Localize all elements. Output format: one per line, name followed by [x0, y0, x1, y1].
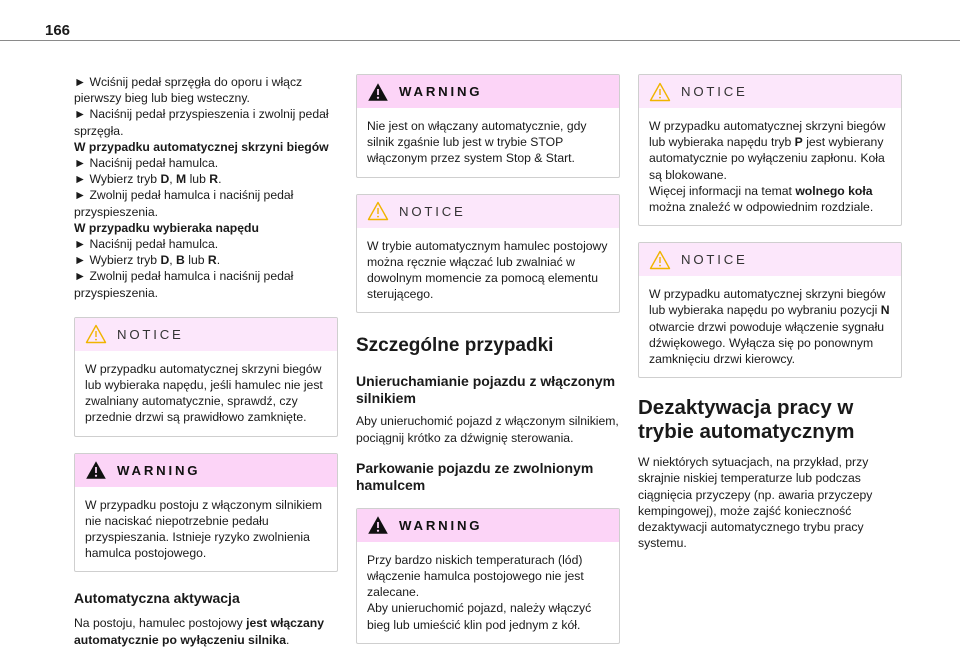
- left-column: [74, 74, 338, 648]
- notice-title: NOTICE: [399, 203, 466, 219]
- warning-header: [357, 75, 619, 108]
- instruction-line: pierwszy bieg lub bieg wsteczny.: [74, 91, 250, 106]
- notice-text: W przypadku automatycznej skrzyni biegów lub wybieraka napędu, jeśli hamulec nie jest zwalniany automatycznie, sprawdź, czy przednie drzwi są prawidłowo zamknięte.: [85, 361, 323, 425]
- instruction-line: sprzęgła.: [74, 123, 124, 138]
- instruction-subheading: W przypadku automatycznej skrzyni biegów: [74, 139, 329, 154]
- warning-title: WARNING: [117, 462, 201, 478]
- deactivation-text: W niektórych sytuacjach, na przykład, przy skrajnie niskiej temperaturze lub podczas ciągnięcia przyczepy (np. awaria przyczepy kempingowej), może zajść konieczność dezaktywacji automatycznego trybu pracy systemu.: [638, 455, 873, 551]
- warning-triangle-icon: [649, 250, 671, 270]
- notice-title: NOTICE: [681, 252, 748, 268]
- right-column: [638, 74, 902, 551]
- special-cases-heading: Szczególne przypadki: [356, 335, 554, 357]
- notice-box: [638, 74, 902, 226]
- notice-box: [638, 242, 902, 378]
- instruction-line: przyspieszenia.: [74, 204, 158, 219]
- deactivation-heading: Dezaktywacja pracy w trybie automatycznym: [638, 396, 855, 444]
- warning-triangle-icon: [649, 82, 671, 102]
- auto-activation-text: Na postoju, hamulec postojowy jest włączany automatycznie po wyłączeniu silnika.: [74, 616, 324, 647]
- auto-activation-heading: Automatyczna aktywacja: [74, 590, 240, 607]
- warning-triangle-icon: [85, 324, 107, 344]
- instruction-line: ► Naciśnij pedał przyspieszenia i zwolnij pedał: [74, 107, 329, 122]
- instruction-subheading: W przypadku wybieraka napędu: [74, 220, 259, 235]
- immobilize-text: Aby unieruchomić pojazd z włączonym silnikiem, pociągnij krótko za dźwignię sterowania.: [356, 414, 619, 445]
- notice-title: NOTICE: [117, 326, 184, 342]
- warning-triangle-icon: [367, 201, 389, 221]
- warning-box: [356, 74, 620, 178]
- warning-box: [356, 508, 620, 644]
- warning-text: Nie jest on włączany automatycznie, gdy silnik zgaśnie lub jest w trybie STOP włączonym przez system Stop & Start.: [367, 119, 587, 166]
- instruction-line: przyspieszenia.: [74, 285, 158, 300]
- warning-triangle-icon: [367, 82, 389, 102]
- warning-header: [357, 509, 619, 542]
- notice-box: [356, 194, 620, 314]
- instruction-line: ► Naciśnij pedał hamulca.: [74, 156, 219, 171]
- parking-heading: Parkowanie pojazdu ze zwolnionym hamulcem: [356, 459, 594, 493]
- notice-paragraph: W przypadku automatycznej skrzyni biegów lub wybieraka napędu tryb P jest wybierany automatycznie po wyłączeniu zapłonu. Koła są blokowane.: [649, 119, 886, 182]
- instruction-line: ► Zwolnij pedał hamulca i naciśnij pedał: [74, 269, 294, 284]
- warning-triangle-icon: [85, 460, 107, 480]
- warning-text: [357, 542, 619, 643]
- notice-header: [357, 195, 619, 228]
- page-number: 166: [45, 22, 71, 39]
- warning-box: [74, 453, 338, 573]
- warning-text: W przypadku postoju z włączonym silnikiem nie naciskać niepotrzebnie pedału przyspieszania. Istnieje ryzyko zwolnienia hamulca postojowego.: [85, 497, 323, 561]
- instructions: [74, 74, 338, 301]
- instruction-line: ► Naciśnij pedał hamulca.: [74, 237, 219, 252]
- immobilize-heading: Unieruchamianie pojazdu z włączonym silnikiem: [356, 373, 616, 407]
- notice-header: [639, 75, 901, 108]
- header-divider: [0, 40, 960, 41]
- warning-triangle-icon: [367, 515, 389, 535]
- instruction-line: ► Zwolnij pedał hamulca i naciśnij pedał: [74, 188, 294, 203]
- notice-box: [74, 317, 338, 437]
- notice-paragraph: Więcej informacji na temat wolnego koła można znaleźć w odpowiednim rozdziale.: [649, 183, 874, 215]
- warning-paragraph: Aby unieruchomić pojazd, należy włączyć bieg lub umieścić klin pod jednym z kół.: [367, 601, 592, 632]
- instruction-line: ► Wybierz tryb D, M lub R.: [74, 172, 222, 187]
- warning-title: WARNING: [399, 84, 483, 99]
- warning-paragraph: Przy bardzo niskich temperaturach (lód) włączenie hamulca postojowego nie jest zalecane.: [367, 552, 584, 600]
- notice-header: [75, 318, 337, 351]
- warning-header: [75, 454, 337, 487]
- notice-text: [639, 108, 901, 225]
- instruction-line: ► Wybierz tryb D, B lub R.: [74, 253, 221, 268]
- instruction-line: ► Wciśnij pedał sprzęgła do oporu i włącz: [74, 75, 303, 89]
- warning-title: WARNING: [399, 517, 483, 533]
- middle-column: [356, 74, 620, 644]
- notice-text: W przypadku automatycznej skrzyni biegów lub wybieraka napędu po wybraniu pozycji N otwarcie drzwi powoduje włączenie sygnału dźwiękowego. Wyłącza się po ponownym zamknięciu drzwi kierowcy.: [649, 287, 890, 367]
- notice-text: W trybie automatycznym hamulec postojowy można ręcznie włączać lub zwalniać w dowolnym momencie za pomocą elementu sterującego.: [367, 238, 608, 302]
- notice-header: [639, 243, 901, 276]
- notice-title: NOTICE: [681, 84, 748, 99]
